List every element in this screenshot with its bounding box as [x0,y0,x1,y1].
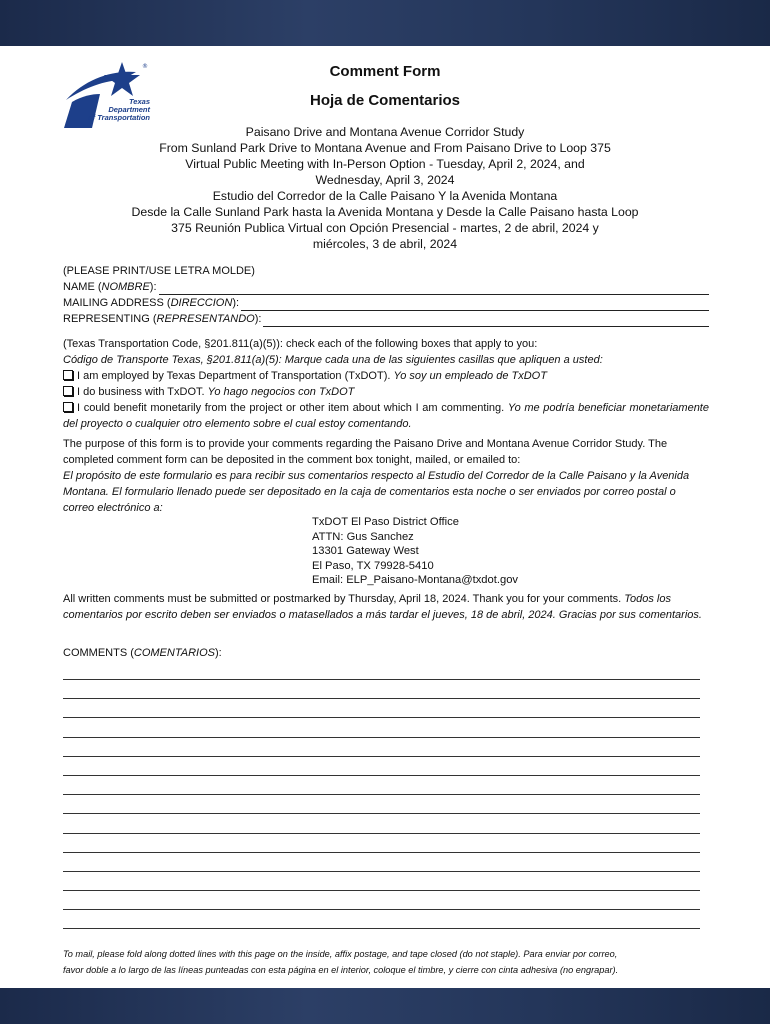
meeting-header [110,124,660,252]
top-banner [0,0,770,46]
comment-line[interactable] [63,852,700,853]
contact-fields [63,263,709,327]
purpose-english: The purpose of this form is to provide your comments regarding the Paisano Drive and Montana Avenue Corridor Study. The completed comment form can be deposited in the comment box tonight, mailed, or emailed to: [63,438,668,466]
comment-line[interactable] [63,871,700,872]
mailing-instructions [63,946,713,978]
comment-line[interactable] [63,698,700,699]
email-line: Email: ELP_Paisano-Montana@txdot.gov [312,574,519,587]
comment-line[interactable] [63,813,700,814]
purpose-section [63,436,709,516]
name-field[interactable]: NAME ( NOMBRE ): [63,279,709,295]
address-line: TxDOT El Paso District Office [312,516,459,528]
instructions-line: favor doble a lo largo de las líneas punteadas con esta página en el interior, coloque el timbre, y cierre con cinta adhesiva (no engrapar). [63,965,619,975]
checkbox-employed[interactable] [63,370,73,380]
address-line: ATTN: Gus Sanchez [312,530,414,543]
form-title-spanish: Hoja de Comentarios [309,92,461,109]
header-line: miércoles, 3 de abril, 2024 [312,237,458,251]
comment-line[interactable] [63,833,700,834]
comment-line[interactable] [63,909,700,910]
form-title-english: Comment Form [329,63,441,80]
comment-line[interactable] [63,775,700,776]
comment-line[interactable] [63,794,700,795]
header-line: Wednesday, April 3, 2024 [315,173,455,187]
header-line: Paisano Drive and Montana Avenue Corridor Study [245,125,525,139]
deadline-spanish: Todos los comentarios por escrito deben ser enviados o matasellados a más tardar el jueves, 18 de abril, 2024. Gracias por sus comentarios. [63,593,702,621]
logo-line-3: of Transportation [88,113,150,122]
comment-line[interactable] [63,737,700,738]
registered-mark: ® [142,63,148,70]
address-input-line[interactable] [241,299,709,311]
comments-area[interactable] [63,679,700,948]
comment-line[interactable] [63,928,700,929]
checkbox-benefit-row[interactable]: I could benefit monetarily from the project or other item about which I am commenting. Yo me podría beneficiar monetariamente del proyecto o cualquier otro elemento sobre el cual estoy comentando. [63,402,709,430]
transportation-code-section [63,336,709,432]
comment-line[interactable] [63,890,700,891]
comment-line[interactable] [63,679,700,680]
mailing-address-block [312,515,518,588]
address-line: 13301 Gateway West [312,545,419,558]
checkbox-benefit[interactable] [63,402,73,412]
code-spanish: Código de Transporte Texas, §201.811(a)(5): Marque cada una de las siguientes casillas que apliquen a usted: [63,354,603,366]
header-line: Estudio del Corredor de la Calle Paisano Y la Avenida Montana [212,189,558,203]
checkbox-employed-row[interactable]: I am employed by Texas Department of Transportation (TxDOT). Yo soy un empleado de TxDOT [63,368,709,384]
comments-label: COMMENTS (COMENTARIOS): [63,647,222,659]
comment-line[interactable] [63,717,700,718]
bottom-banner [0,988,770,1024]
deadline-section [63,591,709,623]
mailing-address-field[interactable]: MAILING ADDRESS ( DIRECCION ): [63,295,709,311]
name-input-line[interactable] [159,283,709,295]
print-note: (PLEASE PRINT/USE LETRA MOLDE) [63,265,255,277]
header-line: From Sunland Park Drive to Montana Avenue and From Paisano Drive to Loop 375 [159,141,611,155]
checkbox-business[interactable] [63,386,73,396]
checkbox-business-row[interactable]: I do business with TxDOT. Yo hago negocios con TxDOT [63,384,709,400]
logo-line-1: Texas [129,97,150,106]
instructions-line: To mail, please fold along dotted lines with this page on the inside, affix postage, and tape closed (do not staple). Para enviar por correo, [63,949,618,959]
address-line: El Paso, TX 79928-5410 [312,559,434,572]
deadline-english: All written comments must be submitted or postmarked by Thursday, April 18, 2024. Thank you for your comments. [63,593,622,605]
code-english: (Texas Transportation Code, §201.811(a)(5)): check each of the following boxes that apply to you: [63,338,538,350]
header-line: 375 Reunión Publica Virtual con Opción Presencial - martes, 2 de abril, 2024 y [171,221,599,235]
representing-field[interactable]: REPRESENTING ( REPRESENTANDO ): [63,311,709,327]
purpose-spanish: El propósito de este formulario es para recibir sus comentarios respecto al Estudio del Corredor de la Calle Paisano y la Avenida Montana. El formulario llenado puede ser depositado en la caja de comentarios esta noche o ser enviados por correo postal o correo electrónico a: [63,470,690,514]
comment-line[interactable] [63,756,700,757]
header-line: Virtual Public Meeting with In-Person Option - Tuesday, April 2, 2024, and [185,157,585,171]
logo-line-2: Department [108,105,150,114]
header-line: Desde la Calle Sunland Park hasta la Avenida Montana y Desde la Calle Paisano hasta Loop [131,205,639,219]
representing-input-line[interactable] [263,315,709,327]
